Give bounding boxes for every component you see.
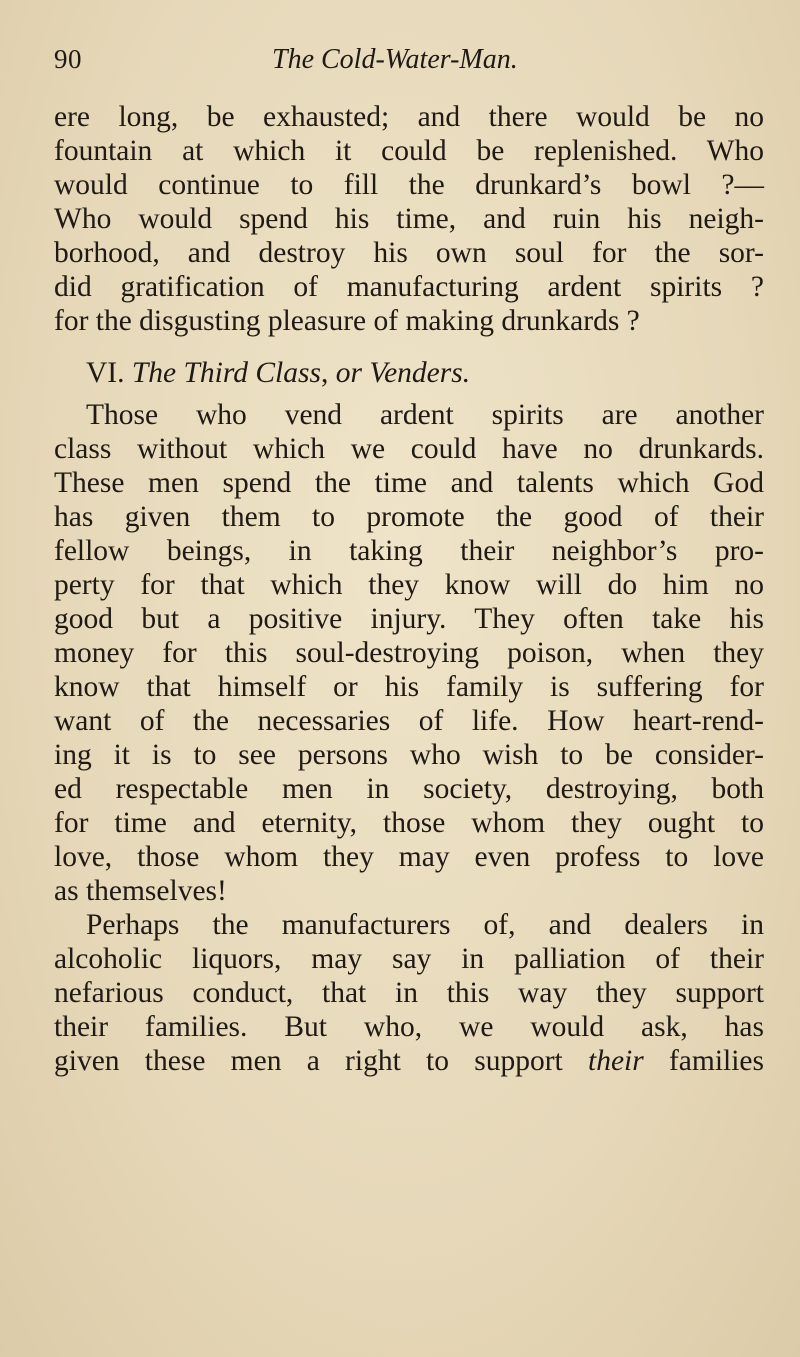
spacer: [54, 390, 764, 398]
text-line: Those who vend ardent spirits are another: [86, 399, 764, 431]
text-line: These men spend the time and talents which God: [54, 467, 764, 499]
section-connector: or: [335, 357, 362, 389]
text-line: would continue to fill the drunkard’s bowl ?—: [54, 169, 764, 201]
paragraph-3: [54, 908, 764, 1078]
line-text: given these men a right to support: [54, 1045, 588, 1077]
spacer: [54, 338, 764, 356]
body-text: [54, 100, 764, 1078]
section-title: The Third Class: [131, 357, 321, 389]
text-line: know that himself or his family is suffering for: [54, 671, 764, 703]
text-line: ed respectable men in society, destroying, both: [54, 773, 764, 805]
text-line: want of the necessaries of life. How heart-rend-: [54, 705, 764, 737]
text-line: alcoholic liquors, may say in palliation of their: [54, 943, 764, 975]
emphasized-word: their: [588, 1045, 644, 1077]
text-line: love, those whom they may even profess to love: [54, 841, 764, 873]
section-subtitle: Venders.: [369, 357, 471, 389]
text-line: fountain at which it could be replenished. Who: [54, 135, 764, 167]
text-line: Who would spend his time, and ruin his neigh-: [54, 203, 764, 235]
section-heading: [54, 356, 764, 390]
text-line: their families. But who, we would ask, has: [54, 1011, 764, 1043]
text-line: money for this soul-destroying poison, when they: [54, 637, 764, 669]
text-line: for the disgusting pleasure of making drunkards ?: [54, 305, 640, 337]
text-line: as themselves!: [54, 875, 227, 907]
text-line: fellow beings, in taking their neighbor’s pro-: [54, 535, 764, 567]
text-line: class without which we could have no drunkards.: [54, 433, 764, 465]
text-line: good but a positive injury. They often take his: [54, 603, 764, 635]
text-line: perty for that which they know will do him no: [54, 569, 764, 601]
paragraph-1: [54, 100, 764, 338]
text-line: ing it is to see persons who wish to be consider-: [54, 739, 764, 771]
text-line: [54, 1044, 764, 1078]
page-number: 90: [54, 44, 82, 74]
text-line: for time and eternity, those whom they ought to: [54, 807, 764, 839]
text-line: Perhaps the manufacturers of, and dealers in: [86, 909, 764, 941]
paragraph-2: [54, 398, 764, 908]
text-line: has given them to promote the good of their: [54, 501, 764, 533]
line-text: families: [643, 1045, 764, 1077]
running-title: The Cold-Water-Man.: [272, 44, 518, 75]
page-header: [54, 44, 774, 84]
text-line: did gratification of manufacturing ardent spirits ?: [54, 271, 764, 303]
text-line: nefarious conduct, that in this way they support: [54, 977, 764, 1009]
section-separator: ,: [320, 357, 329, 389]
text-line: borhood, and destroy his own soul for the sor-: [54, 237, 764, 269]
section-number: VI.: [86, 357, 125, 389]
text-line: ere long, be exhausted; and there would be no: [54, 101, 764, 133]
